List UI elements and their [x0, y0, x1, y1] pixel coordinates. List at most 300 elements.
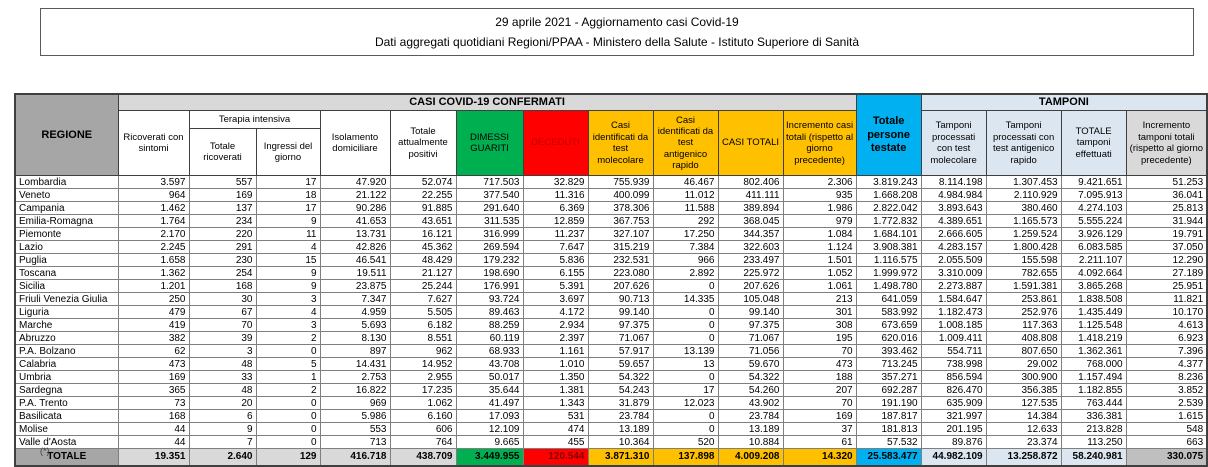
value-cell: 50.017 [456, 371, 523, 384]
value-cell: 71.056 [718, 345, 783, 358]
value-cell: 88.259 [456, 319, 523, 332]
value-cell: 1.062 [390, 397, 456, 410]
value-cell: 291.640 [456, 202, 523, 215]
value-cell: 11.316 [523, 189, 588, 202]
value-cell: 4.172 [523, 306, 588, 319]
value-cell: 21.127 [390, 267, 456, 280]
value-cell: 2.397 [523, 332, 588, 345]
value-cell: 46.467 [653, 176, 718, 189]
value-cell: 300.900 [986, 371, 1061, 384]
region-name: Calabria [15, 358, 118, 371]
value-cell: 37 [783, 423, 856, 436]
value-cell: 4.092.664 [1061, 267, 1126, 280]
value-cell: 12.633 [986, 423, 1061, 436]
value-cell: 252.976 [986, 306, 1061, 319]
value-cell: 620.016 [856, 332, 921, 345]
value-cell: 9.421.651 [1061, 176, 1126, 189]
region-name: Abruzzo [15, 332, 118, 345]
value-cell: 27.189 [1126, 267, 1207, 280]
table-row [15, 228, 1207, 241]
value-cell: 2 [256, 384, 320, 397]
value-cell: 254 [189, 267, 256, 280]
value-cell: 473 [783, 358, 856, 371]
value-cell: 70 [783, 397, 856, 410]
value-cell: 17 [653, 384, 718, 397]
value-cell: 2.170 [118, 228, 189, 241]
value-cell: 10.364 [588, 436, 653, 449]
value-cell: 964 [118, 189, 189, 202]
total-value-cell: 2.640 [189, 449, 256, 466]
value-cell: 99.140 [718, 306, 783, 319]
value-cell: 31.944 [1126, 215, 1207, 228]
value-cell: 187.817 [856, 410, 921, 423]
value-cell: 764 [390, 436, 456, 449]
value-cell: 57.917 [588, 345, 653, 358]
value-cell: 6.369 [523, 202, 588, 215]
value-cell: 253.861 [986, 293, 1061, 306]
table-row [15, 254, 1207, 267]
col-header-ingressi-del-giorno: Ingressi del giorno [256, 129, 320, 176]
value-cell: 35.644 [456, 384, 523, 397]
total-value-cell: 19.351 [118, 449, 189, 466]
value-cell: 43.651 [390, 215, 456, 228]
value-cell: 5 [256, 358, 320, 371]
value-cell: 71.067 [588, 332, 653, 345]
table-row [15, 423, 1207, 436]
value-cell: 42.826 [320, 241, 390, 254]
value-cell: 33 [189, 371, 256, 384]
table-row [15, 371, 1207, 384]
value-cell: 368.045 [718, 215, 783, 228]
value-cell: 62 [118, 345, 189, 358]
col-header-totale-ricoverati: Totale ricoverati [189, 129, 256, 176]
region-name: Piemonte [15, 228, 118, 241]
value-cell: 32.829 [523, 176, 588, 189]
table-row [15, 397, 1207, 410]
value-cell: 400.099 [588, 189, 653, 202]
value-cell: 520 [653, 436, 718, 449]
value-cell: 6 [189, 410, 256, 423]
value-cell: 1.350 [523, 371, 588, 384]
table-row [15, 202, 1207, 215]
value-cell: 232.531 [588, 254, 653, 267]
region-name: Molise [15, 423, 118, 436]
value-cell: 1.986 [783, 202, 856, 215]
value-cell: 1.501 [783, 254, 856, 267]
value-cell: 2.822.042 [856, 202, 921, 215]
value-cell: 188 [783, 371, 856, 384]
value-cell: 0 [653, 371, 718, 384]
value-cell: 0 [256, 345, 320, 358]
value-cell: 71.067 [718, 332, 783, 345]
value-cell: 1.161 [523, 345, 588, 358]
value-cell: 365 [118, 384, 189, 397]
value-cell: 9 [256, 280, 320, 293]
value-cell: 99.140 [588, 306, 653, 319]
value-cell: 2.273.887 [921, 280, 986, 293]
value-cell: 17.235 [390, 384, 456, 397]
group-header-tamponi: TAMPONI [921, 94, 1207, 111]
value-cell: 45.362 [390, 241, 456, 254]
value-cell: 11.821 [1126, 293, 1207, 306]
col-header-casi-test-molecolare: Casi identificati da test molecolare [588, 111, 653, 176]
value-cell: 89.876 [921, 436, 986, 449]
value-cell: 169 [118, 371, 189, 384]
value-cell: 2.955 [390, 371, 456, 384]
table-row [15, 410, 1207, 423]
value-cell: 11.237 [523, 228, 588, 241]
value-cell: 1.838.508 [1061, 293, 1126, 306]
value-cell: 70 [189, 319, 256, 332]
table-row [15, 436, 1207, 449]
table-row [15, 319, 1207, 332]
value-cell: 382 [118, 332, 189, 345]
value-cell: 25.244 [390, 280, 456, 293]
value-cell: 269.594 [456, 241, 523, 254]
value-cell: 19.511 [320, 267, 390, 280]
value-cell: 1.165.573 [986, 215, 1061, 228]
value-cell: 207.626 [588, 280, 653, 293]
value-cell: 411.111 [718, 189, 783, 202]
value-cell: 39 [189, 332, 256, 345]
value-cell: 557 [189, 176, 256, 189]
value-cell: 3 [256, 319, 320, 332]
value-cell: 16.822 [320, 384, 390, 397]
value-cell: 14.431 [320, 358, 390, 371]
value-cell: 16.121 [390, 228, 456, 241]
value-cell: 97.375 [588, 319, 653, 332]
value-cell: 23.374 [986, 436, 1061, 449]
total-row [15, 449, 1207, 466]
value-cell: 23.875 [320, 280, 390, 293]
report-title: 29 aprile 2021 - Aggiornamento casi Covid-19 [495, 15, 739, 29]
value-cell: 9 [256, 267, 320, 280]
value-cell: 554.711 [921, 345, 986, 358]
value-cell: 1.684.101 [856, 228, 921, 241]
value-cell: 43.708 [456, 358, 523, 371]
value-cell: 1.591.381 [986, 280, 1061, 293]
value-cell: 201.195 [921, 423, 986, 436]
value-cell: 9 [189, 423, 256, 436]
total-value-cell: 14.320 [783, 449, 856, 466]
value-cell: 5.693 [320, 319, 390, 332]
region-name: Campania [15, 202, 118, 215]
value-cell: 1.008.185 [921, 319, 986, 332]
value-cell: 1.381 [523, 384, 588, 397]
value-cell: 25.813 [1126, 202, 1207, 215]
value-cell: 4.389.651 [921, 215, 986, 228]
value-cell: 0 [653, 319, 718, 332]
value-cell: 315.219 [588, 241, 653, 254]
value-cell: 1.259.524 [986, 228, 1061, 241]
value-cell: 8.130 [320, 332, 390, 345]
col-header-isolamento-domiciliare: Isolamento domiciliare [320, 111, 390, 176]
value-cell: 9 [256, 215, 320, 228]
value-cell: 1.498.780 [856, 280, 921, 293]
value-cell: 0 [653, 306, 718, 319]
col-header-casi-totali: CASI TOTALI [718, 111, 783, 176]
value-cell: 1.052 [783, 267, 856, 280]
region-name: Liguria [15, 306, 118, 319]
value-cell: 230 [189, 254, 256, 267]
value-cell: 12.290 [1126, 254, 1207, 267]
value-cell: 531 [523, 410, 588, 423]
value-cell: 311.535 [456, 215, 523, 228]
value-cell: 8.114.198 [921, 176, 986, 189]
value-cell: 5.391 [523, 280, 588, 293]
value-cell: 68.933 [456, 345, 523, 358]
value-cell: 6.182 [390, 319, 456, 332]
value-cell: 48 [189, 358, 256, 371]
value-cell: 0 [653, 423, 718, 436]
value-cell: 10.170 [1126, 306, 1207, 319]
value-cell: 7.627 [390, 293, 456, 306]
value-cell: 0 [256, 410, 320, 423]
value-cell: 41.497 [456, 397, 523, 410]
value-cell: 168 [189, 280, 256, 293]
value-cell: 198.690 [456, 267, 523, 280]
value-cell: 357.271 [856, 371, 921, 384]
total-value-cell: 438.709 [390, 449, 456, 466]
value-cell: 48 [189, 384, 256, 397]
value-cell: 6.923 [1126, 332, 1207, 345]
group-header-casi-confermati: CASI COVID-19 CONFERMATI [118, 94, 856, 111]
value-cell: 2.245 [118, 241, 189, 254]
value-cell: 23.784 [588, 410, 653, 423]
value-cell: 1.999.972 [856, 267, 921, 280]
value-cell: 2.055.509 [921, 254, 986, 267]
value-cell: 60.119 [456, 332, 523, 345]
value-cell: 2.211.107 [1061, 254, 1126, 267]
value-cell: 897 [320, 345, 390, 358]
value-cell: 13.189 [718, 423, 783, 436]
footnote: (*) [40, 446, 50, 456]
value-cell: 59.657 [588, 358, 653, 371]
value-cell: 3.852 [1126, 384, 1207, 397]
value-cell: 2 [256, 332, 320, 345]
value-cell: 2.306 [783, 176, 856, 189]
table-row [15, 280, 1207, 293]
table-row [15, 176, 1207, 189]
value-cell: 54.243 [588, 384, 653, 397]
value-cell: 768.000 [1061, 358, 1126, 371]
total-value-cell: 58.240.981 [1061, 449, 1126, 466]
col-header-dimessi-guariti: DIMESSI GUARITI [456, 111, 523, 176]
table-row [15, 241, 1207, 254]
value-cell: 455 [523, 436, 588, 449]
value-cell: 12.859 [523, 215, 588, 228]
value-cell: 826.470 [921, 384, 986, 397]
value-cell: 207 [783, 384, 856, 397]
value-cell: 225.972 [718, 267, 783, 280]
col-header-persone-testate: Totale persone testate [856, 94, 921, 176]
value-cell: 1.615 [1126, 410, 1207, 423]
value-cell: 7.396 [1126, 345, 1207, 358]
value-cell: 3.819.243 [856, 176, 921, 189]
region-name: Veneto [15, 189, 118, 202]
value-cell: 327.107 [588, 228, 653, 241]
value-cell: 692.287 [856, 384, 921, 397]
value-cell: 1.764 [118, 215, 189, 228]
value-cell: 97.375 [718, 319, 783, 332]
value-cell: 12.109 [456, 423, 523, 436]
value-cell: 1.343 [523, 397, 588, 410]
value-cell: 18 [256, 189, 320, 202]
value-cell: 54.260 [718, 384, 783, 397]
region-name: Friuli Venezia Giulia [15, 293, 118, 306]
value-cell: 419 [118, 319, 189, 332]
value-cell: 7.384 [653, 241, 718, 254]
value-cell: 1.584.647 [921, 293, 986, 306]
value-cell: 962 [390, 345, 456, 358]
value-cell: 316.999 [456, 228, 523, 241]
value-cell: 0 [256, 423, 320, 436]
value-cell: 322.603 [718, 241, 783, 254]
value-cell: 117.363 [986, 319, 1061, 332]
value-cell: 15 [256, 254, 320, 267]
value-cell: 393.462 [856, 345, 921, 358]
value-cell: 168 [118, 410, 189, 423]
value-cell: 2.753 [320, 371, 390, 384]
total-value-cell: 44.982.109 [921, 449, 986, 466]
value-cell: 48.429 [390, 254, 456, 267]
value-cell: 1.084 [783, 228, 856, 241]
value-cell: 220 [189, 228, 256, 241]
value-cell: 4 [256, 241, 320, 254]
value-cell: 7.647 [523, 241, 588, 254]
value-cell: 2.934 [523, 319, 588, 332]
region-name: P.A. Bolzano [15, 345, 118, 358]
region-name: Lazio [15, 241, 118, 254]
table-row [15, 267, 1207, 280]
value-cell: 137 [189, 202, 256, 215]
value-cell: 0 [653, 280, 718, 293]
value-cell: 1.307.453 [986, 176, 1061, 189]
table-row [15, 345, 1207, 358]
value-cell: 8.551 [390, 332, 456, 345]
value-cell: 2.539 [1126, 397, 1207, 410]
group-header-terapia-intensiva: Terapia intensiva [189, 111, 320, 129]
value-cell: 4.959 [320, 306, 390, 319]
value-cell: 378.306 [588, 202, 653, 215]
value-cell: 1.462 [118, 202, 189, 215]
value-cell: 301 [783, 306, 856, 319]
value-cell: 389.894 [718, 202, 783, 215]
value-cell: 176.991 [456, 280, 523, 293]
value-cell: 59.670 [718, 358, 783, 371]
value-cell: 1.116.575 [856, 254, 921, 267]
value-cell: 93.724 [456, 293, 523, 306]
value-cell: 782.655 [986, 267, 1061, 280]
value-cell: 1.182.473 [921, 306, 986, 319]
value-cell: 12.023 [653, 397, 718, 410]
value-cell: 23.784 [718, 410, 783, 423]
value-cell: 1.061 [783, 280, 856, 293]
value-cell: 7.095.913 [1061, 189, 1126, 202]
value-cell: 17 [256, 176, 320, 189]
value-cell: 4.613 [1126, 319, 1207, 332]
value-cell: 408.808 [986, 332, 1061, 345]
value-cell: 635.909 [921, 397, 986, 410]
value-cell: 856.594 [921, 371, 986, 384]
value-cell: 473 [118, 358, 189, 371]
total-value-cell: 120.544 [523, 449, 588, 466]
value-cell: 663 [1126, 436, 1207, 449]
col-header-incremento-tamponi: Incremento tamponi totali (rispetto al giorno precedente) [1126, 111, 1207, 176]
value-cell: 37.050 [1126, 241, 1207, 254]
value-cell: 155.598 [986, 254, 1061, 267]
value-cell: 61 [783, 436, 856, 449]
value-cell: 11.588 [653, 202, 718, 215]
value-cell: 46.541 [320, 254, 390, 267]
value-cell: 13.139 [653, 345, 718, 358]
value-cell: 738.998 [921, 358, 986, 371]
value-cell: 8.236 [1126, 371, 1207, 384]
value-cell: 250 [118, 293, 189, 306]
value-cell: 22.255 [390, 189, 456, 202]
region-name: Basilicata [15, 410, 118, 423]
value-cell: 30 [189, 293, 256, 306]
value-cell: 13.731 [320, 228, 390, 241]
value-cell: 1.668.208 [856, 189, 921, 202]
value-cell: 291 [189, 241, 256, 254]
value-cell: 73 [118, 397, 189, 410]
value-cell: 127.535 [986, 397, 1061, 410]
value-cell: 935 [783, 189, 856, 202]
value-cell: 673.659 [856, 319, 921, 332]
value-cell: 1.125.548 [1061, 319, 1126, 332]
value-cell: 713 [320, 436, 390, 449]
value-cell: 2.892 [653, 267, 718, 280]
value-cell: 25.951 [1126, 280, 1207, 293]
total-value-cell: 330.075 [1126, 449, 1207, 466]
value-cell: 4.274.103 [1061, 202, 1126, 215]
value-cell: 14.952 [390, 358, 456, 371]
value-cell: 233.497 [718, 254, 783, 267]
value-cell: 3.697 [523, 293, 588, 306]
value-cell: 54.322 [718, 371, 783, 384]
value-cell: 1.124 [783, 241, 856, 254]
value-cell: 553 [320, 423, 390, 436]
value-cell: 7.347 [320, 293, 390, 306]
total-value-cell: 4.009.208 [718, 449, 783, 466]
value-cell: 6.083.585 [1061, 241, 1126, 254]
value-cell: 5.505 [390, 306, 456, 319]
value-cell: 234 [189, 215, 256, 228]
total-value-cell: 25.583.477 [856, 449, 921, 466]
value-cell: 191.190 [856, 397, 921, 410]
value-cell: 4.377 [1126, 358, 1207, 371]
col-header-ricoverati-con-sintomi: Ricoverati con sintomi [118, 111, 189, 176]
value-cell: 802.406 [718, 176, 783, 189]
value-cell: 21.122 [320, 189, 390, 202]
value-cell: 308 [783, 319, 856, 332]
value-cell: 6.160 [390, 410, 456, 423]
col-header-tamponi-molecolare: Tamponi processati con test molecolare [921, 111, 986, 176]
value-cell: 1.800.428 [986, 241, 1061, 254]
value-cell: 57.532 [856, 436, 921, 449]
value-cell: 2.666.605 [921, 228, 986, 241]
value-cell: 0 [653, 410, 718, 423]
value-cell: 344.357 [718, 228, 783, 241]
col-header-casi-test-antigenico: Casi identificati da test antigenico rapido [653, 111, 718, 176]
value-cell: 90.713 [588, 293, 653, 306]
value-cell: 29.002 [986, 358, 1061, 371]
value-cell: 4.283.157 [921, 241, 986, 254]
region-name: Valle d'Aosta [15, 436, 118, 449]
value-cell: 19.791 [1126, 228, 1207, 241]
value-cell: 36.041 [1126, 189, 1207, 202]
